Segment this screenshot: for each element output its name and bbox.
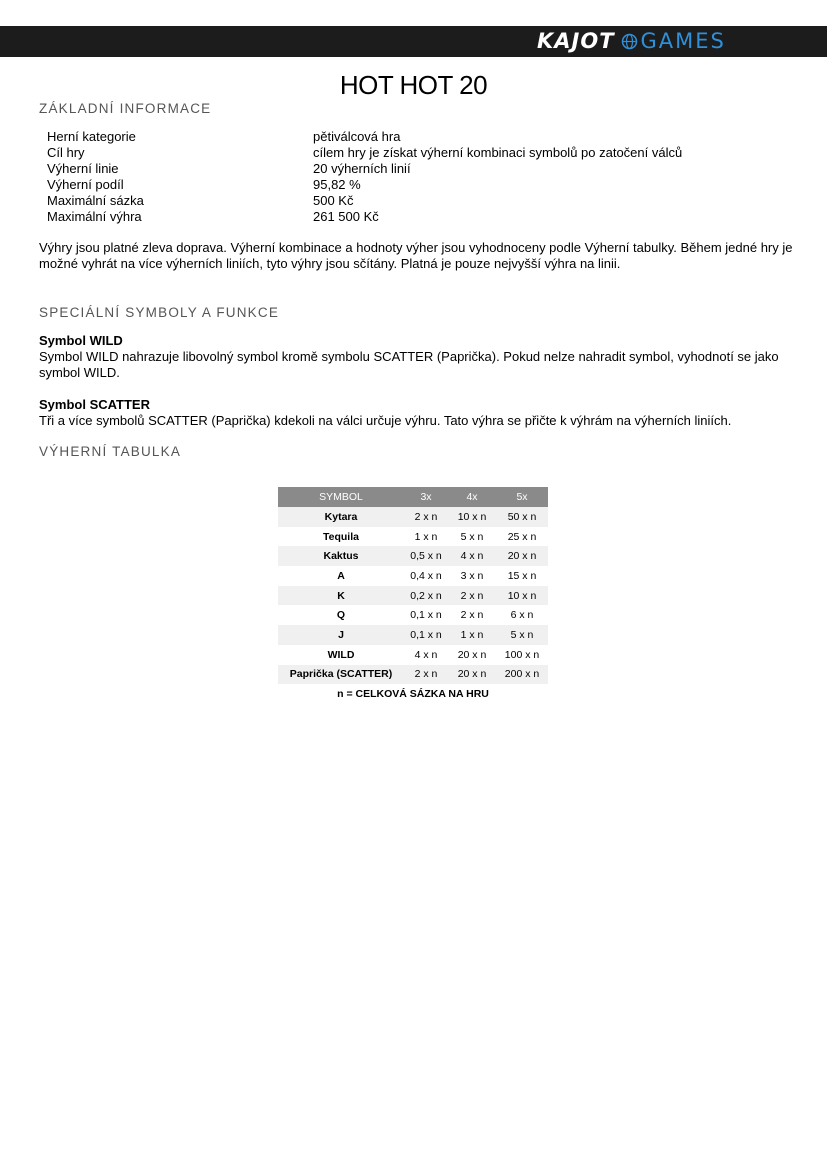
rules-description: Výhry jsou platné zleva doprava. Výherní kombinace a hodnoty výher jsou vyhodnoceny podle Výherní tabulky. Během jedné hry je možné vyhrát na více výherních liniích, tyto výhry jsou sčítány. Platná je pouze nejvyšší výhra na linii. bbox=[39, 240, 793, 271]
table-row bbox=[278, 665, 548, 685]
payout-cell: 3 x n bbox=[460, 569, 484, 582]
payout-cell: 1 x n bbox=[414, 530, 438, 543]
payout-cell: 15 x n bbox=[507, 569, 537, 582]
table-row bbox=[278, 546, 548, 566]
wild-symbol-block bbox=[39, 333, 799, 381]
table-row bbox=[278, 507, 548, 527]
payout-cell: 5 x n bbox=[496, 625, 548, 645]
info-value: 95,82 % bbox=[313, 177, 361, 192]
column-header-symbol: SYMBOL bbox=[278, 487, 404, 507]
table-row bbox=[278, 645, 548, 665]
wild-symbol-text: Symbol WILD nahrazuje libovolný symbol kromě symbolu SCATTER (Paprička). Pokud nelze nahradit symbol, vyhodnotí se jako symbol WILD. bbox=[39, 349, 779, 380]
column-header-5x: 5x bbox=[496, 487, 548, 507]
symbol-cell: K bbox=[278, 586, 404, 606]
info-label: Výherní podíl bbox=[47, 177, 124, 192]
column-header-4x: 4x bbox=[448, 487, 496, 507]
payout-cell: 2 x n bbox=[404, 507, 448, 527]
payout-cell: 2 x n bbox=[448, 586, 496, 606]
payout-cell: 4 x n bbox=[448, 546, 496, 566]
symbol-cell: Q bbox=[336, 609, 346, 622]
table-row bbox=[278, 625, 548, 645]
table-row bbox=[278, 586, 548, 606]
page-title: HOT HOT 20 bbox=[339, 70, 488, 100]
section-heading-paytable: VÝHERNÍ TABULKA bbox=[39, 444, 182, 459]
info-value: 500 Kč bbox=[313, 193, 354, 208]
payout-cell: 50 x n bbox=[496, 507, 548, 527]
info-row-category bbox=[47, 129, 682, 145]
scatter-symbol-text: Tři a více symbolů SCATTER (Paprička) kdekoli na válci určuje výhru. Tato výhra se přičte k výhrám na výherních liniích. bbox=[39, 413, 732, 428]
payout-cell: 2 x n bbox=[460, 609, 484, 622]
info-row-max-bet bbox=[47, 193, 682, 209]
column-header-3x: 3x bbox=[404, 487, 448, 507]
symbol-cell: J bbox=[278, 625, 404, 645]
kajot-games-logo bbox=[537, 28, 726, 54]
payout-cell: 6 x n bbox=[510, 609, 534, 622]
payout-cell: 0,1 x n bbox=[410, 609, 442, 622]
payout-cell: 5 x n bbox=[460, 530, 484, 543]
payout-cell: 4 x n bbox=[414, 648, 438, 661]
logo-text-kajot: KAJOT bbox=[537, 29, 615, 53]
scatter-symbol-block bbox=[39, 397, 799, 429]
payout-cell: 1 x n bbox=[448, 625, 496, 645]
symbol-cell: Kaktus bbox=[278, 546, 404, 566]
payout-cell: 20 x n bbox=[496, 546, 548, 566]
info-label: Herní kategorie bbox=[47, 129, 136, 144]
payout-cell: 20 x n bbox=[457, 648, 487, 661]
info-row-lines bbox=[47, 161, 682, 177]
info-label: Maximální výhra bbox=[47, 209, 142, 224]
info-row-rtp bbox=[47, 177, 682, 193]
info-value: 261 500 Kč bbox=[313, 209, 379, 224]
payout-cell: 200 x n bbox=[496, 665, 548, 685]
payout-cell: 0,2 x n bbox=[404, 586, 448, 606]
paytable-header-row bbox=[278, 487, 548, 507]
payout-cell: 0,4 x n bbox=[410, 569, 442, 582]
scatter-symbol-title: Symbol SCATTER bbox=[39, 397, 150, 412]
globe-icon bbox=[621, 33, 638, 50]
symbol-cell: A bbox=[337, 569, 345, 582]
symbol-cell: Paprička (SCATTER) bbox=[278, 665, 404, 685]
info-row-goal bbox=[47, 145, 682, 161]
table-row bbox=[278, 527, 548, 547]
payout-cell: 0,5 x n bbox=[404, 546, 448, 566]
paytable bbox=[278, 487, 548, 684]
symbol-cell: WILD bbox=[327, 648, 355, 661]
paytable-note: n = CELKOVÁ SÁZKA NA HRU bbox=[337, 688, 489, 700]
section-heading-basic-info: ZÁKLADNÍ INFORMACE bbox=[39, 101, 212, 116]
info-row-max-win bbox=[47, 209, 682, 225]
symbol-cell: Tequila bbox=[323, 530, 359, 543]
payout-cell: 100 x n bbox=[504, 648, 540, 661]
info-label: Výherní linie bbox=[47, 161, 119, 176]
payout-cell: 0,1 x n bbox=[404, 625, 448, 645]
payout-cell: 10 x n bbox=[496, 586, 548, 606]
info-value: 20 výherních linií bbox=[313, 161, 411, 176]
info-label: Maximální sázka bbox=[47, 193, 144, 208]
info-value: pětiválcová hra bbox=[313, 129, 401, 144]
wild-symbol-title: Symbol WILD bbox=[39, 333, 123, 348]
info-value: cílem hry je získat výherní kombinaci symbolů po zatočení válců bbox=[313, 145, 683, 160]
basic-info-table bbox=[47, 129, 682, 225]
payout-cell: 2 x n bbox=[404, 665, 448, 685]
payout-cell: 20 x n bbox=[448, 665, 496, 685]
logo-text-games: GAMES bbox=[640, 29, 726, 53]
payout-cell: 25 x n bbox=[507, 530, 537, 543]
symbol-cell: Kytara bbox=[278, 507, 404, 527]
info-label: Cíl hry bbox=[47, 145, 85, 160]
table-row bbox=[278, 566, 548, 586]
table-row bbox=[278, 605, 548, 625]
payout-cell: 10 x n bbox=[448, 507, 496, 527]
section-heading-special-symbols: SPECIÁLNÍ SYMBOLY A FUNKCE bbox=[39, 305, 280, 320]
